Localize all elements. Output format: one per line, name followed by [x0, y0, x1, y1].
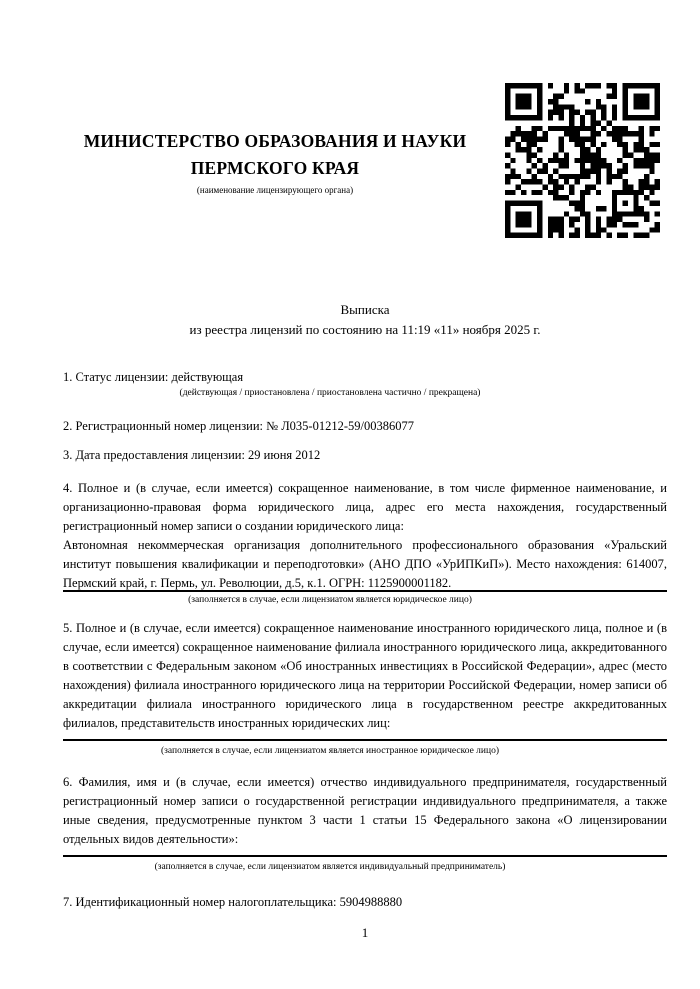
qr-code-icon — [505, 83, 660, 238]
document-title — [63, 300, 667, 340]
item-foreign-entity — [63, 619, 667, 758]
license-status-options-caption: (действующая / приостановлена / приостановлена частично / прекращена) — [179, 388, 481, 398]
taxpayer-id-text: 7. Идентификационный номер налогоплательщика: 5904988880 — [63, 895, 403, 909]
document-title-line2: из реестра лицензий по состоянию на 11:19 «11» ноября 2025 г. — [189, 322, 541, 337]
item-license-grant-date — [63, 446, 667, 465]
page-number: 1 — [361, 925, 369, 940]
entrepreneur-fill-caption: (заполняется в случае, если лицензиатом является индивидуальный предприниматель) — [154, 862, 506, 872]
legal-entity-fill-caption: (заполняется в случае, если лицензиатом является юридическое лицо) — [188, 595, 472, 605]
licensing-authority-caption: (наименование лицензирующего органа) — [196, 185, 354, 195]
ministry-name-line2: ПЕРМСКОГО КРАЯ — [190, 158, 360, 178]
legal-entity-value: Автономная некоммерческая организация дополнительного профессионального образования «Уральский институт повышения квалификации и переподготовки» (АНО ДПО «УрИПКиП»). Место нахождения: 614007, Пермский край, г. Пермь, ул. Революции, д.5, к.1. ОГРН: 1125900001182. — [63, 538, 667, 590]
document-title-line1: Выписка — [340, 302, 390, 317]
entrepreneur-statutory-text: 6. Фамилия, имя и (в случае, если имеется) отчество индивидуального предпринимателя, государственный регистрационный номер записи о государственной регистрации индивидуального предпринимателя, а также иные сведения, предусмотренные пунктом 3 части 1 статьи 15 Федерального закона «О лицензировании отдельных видов деятельности»: — [63, 775, 667, 846]
letterhead — [55, 128, 495, 196]
form-underline — [63, 739, 667, 741]
item-individual-entrepreneur — [63, 773, 667, 874]
license-status-text: 1. Статус лицензии: действующая — [63, 370, 244, 384]
item-license-status — [63, 368, 667, 400]
foreign-entity-statutory-text: 5. Полное и (в случае, если имеется) сокращенное наименование иностранного юридического лица, полное и (в случае, если имеется) сокращенное наименование филиала иностранного юридического лица, аккредитованного в соответствии с Федеральным законом «Об иностранных инвестициях в Российской Федерации», адрес (место нахождения) филиала иностранного юридического лица на территории Российской Федерации, номер записи об аккредитации филиала иностранного юридического лица в государственном реестре аккредитованных филиалов, представительств иностранных юридических лиц: — [63, 621, 667, 730]
item-registration-number — [63, 417, 667, 436]
form-underline — [63, 855, 667, 857]
ministry-name-line1: МИНИСТЕРСТВО ОБРАЗОВАНИЯ И НАУКИ — [83, 131, 467, 151]
foreign-entity-fill-caption: (заполняется в случае, если лицензиатом является иностранное юридическое лицо) — [161, 746, 499, 756]
item-taxpayer-id — [63, 893, 667, 912]
legal-entity-statutory-text: 4. Полное и (в случае, если имеется) сокращенное наименование, в том числе фирменное наименование, и организационно-правовая форма юридического лица, адрес его места нахождения, государственный регистрационный номер записи о создании юридического лица: — [63, 481, 667, 533]
license-grant-date-text: 3. Дата предоставления лицензии: 29 июня 2012 — [63, 448, 321, 462]
registration-number-text: 2. Регистрационный номер лицензии: № Л035-01212-59/00386077 — [63, 419, 414, 433]
item-legal-entity-name — [63, 479, 667, 607]
